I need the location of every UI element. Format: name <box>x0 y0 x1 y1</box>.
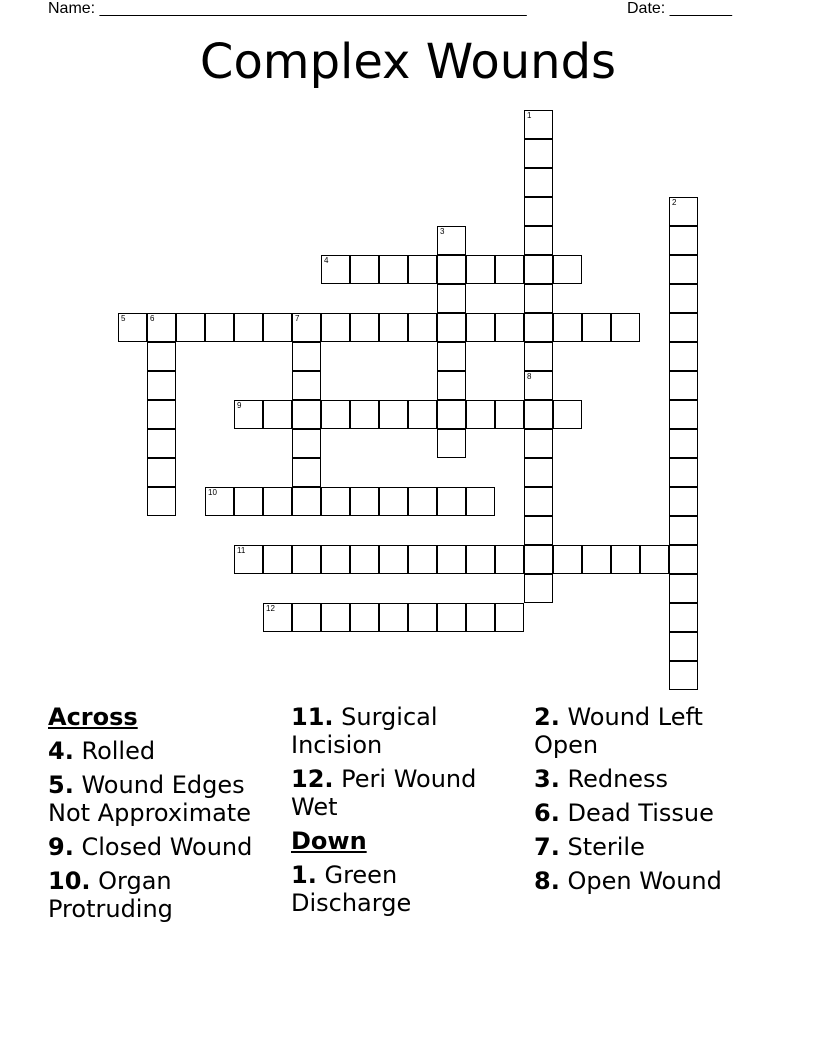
grid-cell[interactable] <box>553 545 582 574</box>
grid-cell[interactable] <box>147 371 176 400</box>
grid-cell[interactable] <box>553 313 582 342</box>
grid-cell[interactable] <box>669 632 698 661</box>
clue-text: Wound Edges Not Approximate <box>48 771 251 827</box>
name-field-label: Name: ________________________________________________ <box>48 0 527 17</box>
grid-cell[interactable] <box>234 487 263 516</box>
grid-cell[interactable] <box>234 313 263 342</box>
clue-text: Open Wound <box>567 867 722 895</box>
grid-cell[interactable] <box>495 545 524 574</box>
clue-across-5 <box>48 771 278 827</box>
grid-cell[interactable] <box>350 603 379 632</box>
clue-number: 2. <box>534 703 560 731</box>
grid-cell[interactable] <box>263 545 292 574</box>
grid-cell[interactable] <box>292 371 321 400</box>
grid-cell[interactable] <box>379 255 408 284</box>
grid-cell[interactable] <box>350 487 379 516</box>
grid-cell[interactable] <box>524 110 553 139</box>
clue-text: Green Discharge <box>291 861 412 917</box>
clue-number: 7. <box>534 833 560 861</box>
grid-cell[interactable] <box>524 516 553 545</box>
clues-column-3 <box>534 703 774 901</box>
grid-cell[interactable] <box>669 574 698 603</box>
grid-cell[interactable] <box>292 487 321 516</box>
clue-number-label: 11 <box>237 546 246 555</box>
grid-cell[interactable] <box>234 400 263 429</box>
grid-cell[interactable] <box>437 487 466 516</box>
grid-cell[interactable] <box>437 284 466 313</box>
clue-across-9 <box>48 833 278 861</box>
grid-cell[interactable] <box>292 603 321 632</box>
clue-across-10 <box>48 867 278 923</box>
grid-cell[interactable] <box>350 400 379 429</box>
clues-column-1 <box>48 703 278 929</box>
grid-cell[interactable] <box>524 168 553 197</box>
grid-cell[interactable] <box>524 139 553 168</box>
grid-cell[interactable] <box>466 400 495 429</box>
clue-number-label: 3 <box>440 227 445 236</box>
grid-cell[interactable] <box>669 255 698 284</box>
grid-cell[interactable] <box>466 545 495 574</box>
clue-text: Wound Left Open <box>534 703 703 759</box>
clue-text: Sterile <box>567 833 645 861</box>
clue-number: 1. <box>291 861 317 889</box>
grid-cell[interactable] <box>640 545 669 574</box>
clue-number: 5. <box>48 771 74 799</box>
grid-cell[interactable] <box>524 371 553 400</box>
grid-cell[interactable] <box>263 313 292 342</box>
grid-cell[interactable] <box>408 545 437 574</box>
grid-cell[interactable] <box>408 255 437 284</box>
grid-cell[interactable] <box>147 400 176 429</box>
grid-cell[interactable] <box>669 516 698 545</box>
grid-cell[interactable] <box>669 226 698 255</box>
grid-cell[interactable] <box>669 342 698 371</box>
grid-cell[interactable] <box>408 313 437 342</box>
grid-cell[interactable] <box>495 255 524 284</box>
grid-cell[interactable] <box>350 545 379 574</box>
grid-cell[interactable] <box>524 400 553 429</box>
grid-cell[interactable] <box>408 400 437 429</box>
grid-cell[interactable] <box>379 487 408 516</box>
clue-number-label: 10 <box>208 488 217 497</box>
grid-cell[interactable] <box>205 313 234 342</box>
grid-cell[interactable] <box>379 603 408 632</box>
grid-cell[interactable] <box>437 342 466 371</box>
grid-cell[interactable] <box>292 400 321 429</box>
grid-cell[interactable] <box>669 429 698 458</box>
grid-cell[interactable] <box>437 545 466 574</box>
grid-cell[interactable] <box>524 545 553 574</box>
grid-cell[interactable] <box>669 458 698 487</box>
grid-cell[interactable] <box>495 400 524 429</box>
grid-cell[interactable] <box>437 255 466 284</box>
grid-cell[interactable] <box>524 487 553 516</box>
grid-cell[interactable] <box>321 313 350 342</box>
grid-cell[interactable] <box>611 545 640 574</box>
clue-number-label: 4 <box>324 256 329 265</box>
grid-cell[interactable] <box>321 400 350 429</box>
grid-cell[interactable] <box>321 545 350 574</box>
grid-cell[interactable] <box>669 371 698 400</box>
grid-cell[interactable] <box>524 226 553 255</box>
grid-cell[interactable] <box>611 313 640 342</box>
grid-cell[interactable] <box>466 603 495 632</box>
clue-number-label: 7 <box>295 314 300 323</box>
grid-cell[interactable] <box>147 429 176 458</box>
clue-across-4 <box>48 737 278 765</box>
grid-cell[interactable] <box>669 603 698 632</box>
grid-cell[interactable] <box>437 371 466 400</box>
clue-text: Surgical Incision <box>291 703 438 759</box>
grid-cell[interactable] <box>437 313 466 342</box>
down-heading: Down <box>291 827 367 855</box>
clue-down-3 <box>534 765 774 793</box>
clue-down-8 <box>534 867 774 895</box>
grid-cell[interactable] <box>524 255 553 284</box>
grid-cell[interactable] <box>437 400 466 429</box>
grid-cell[interactable] <box>669 197 698 226</box>
clue-number-label: 8 <box>527 372 532 381</box>
grid-cell[interactable] <box>669 400 698 429</box>
clue-number-label: 6 <box>150 314 155 323</box>
grid-cell[interactable] <box>437 226 466 255</box>
clue-number-label: 9 <box>237 401 242 410</box>
clue-text: Redness <box>567 765 669 793</box>
grid-cell[interactable] <box>292 545 321 574</box>
grid-cell[interactable] <box>408 603 437 632</box>
grid-cell[interactable] <box>524 429 553 458</box>
grid-cell[interactable] <box>553 400 582 429</box>
grid-cell[interactable] <box>669 661 698 690</box>
clue-number-label: 12 <box>266 604 275 613</box>
clue-number-label: 2 <box>672 198 677 207</box>
grid-cell[interactable] <box>350 313 379 342</box>
clue-text: Organ Protruding <box>48 867 173 923</box>
grid-cell[interactable] <box>524 284 553 313</box>
grid-cell[interactable] <box>437 603 466 632</box>
clue-across-12 <box>291 765 521 821</box>
clue-text: Closed Wound <box>81 833 253 861</box>
clue-number: 3. <box>534 765 560 793</box>
grid-cell[interactable] <box>466 255 495 284</box>
clue-number: 10. <box>48 867 91 895</box>
grid-cell[interactable] <box>147 342 176 371</box>
grid-cell[interactable] <box>147 487 176 516</box>
grid-cell[interactable] <box>408 487 437 516</box>
clue-number-label: 1 <box>527 111 532 120</box>
grid-cell[interactable] <box>176 313 205 342</box>
grid-cell[interactable] <box>292 313 321 342</box>
grid-cell[interactable] <box>669 545 698 574</box>
clue-number: 6. <box>534 799 560 827</box>
clue-across-11 <box>291 703 521 759</box>
grid-cell[interactable] <box>524 313 553 342</box>
grid-cell[interactable] <box>147 313 176 342</box>
grid-cell[interactable] <box>669 284 698 313</box>
grid-cell[interactable] <box>669 313 698 342</box>
clue-number: 8. <box>534 867 560 895</box>
grid-cell[interactable] <box>669 487 698 516</box>
grid-cell[interactable] <box>321 255 350 284</box>
grid-cell[interactable] <box>292 429 321 458</box>
across-heading: Across <box>48 703 138 731</box>
clue-number: 12. <box>291 765 334 793</box>
clue-number-label: 5 <box>121 314 126 323</box>
grid-cell[interactable] <box>466 313 495 342</box>
grid-cell[interactable] <box>524 574 553 603</box>
grid-cell[interactable] <box>553 255 582 284</box>
grid-cell[interactable] <box>524 197 553 226</box>
grid-cell[interactable] <box>379 400 408 429</box>
grid-cell[interactable] <box>379 313 408 342</box>
grid-cell[interactable] <box>495 313 524 342</box>
grid-cell[interactable] <box>118 313 147 342</box>
clue-number: 11. <box>291 703 334 731</box>
clue-text: Dead Tissue <box>567 799 714 827</box>
grid-cell[interactable] <box>582 545 611 574</box>
grid-cell[interactable] <box>524 458 553 487</box>
grid-cell[interactable] <box>524 342 553 371</box>
clue-text: Rolled <box>81 737 156 765</box>
grid-cell[interactable] <box>234 545 263 574</box>
grid-cell[interactable] <box>292 458 321 487</box>
grid-cell[interactable] <box>321 487 350 516</box>
grid-cell[interactable] <box>437 429 466 458</box>
clues-column-2 <box>291 703 521 923</box>
grid-cell[interactable] <box>205 487 234 516</box>
grid-cell[interactable] <box>263 400 292 429</box>
grid-cell[interactable] <box>147 458 176 487</box>
grid-cell[interactable] <box>379 545 408 574</box>
clue-text: Peri Wound Wet <box>291 765 477 821</box>
grid-cell[interactable] <box>495 603 524 632</box>
clue-down-1 <box>291 861 521 917</box>
date-field-label: Date: _______ <box>627 0 732 17</box>
clue-number: 4. <box>48 737 74 765</box>
clue-down-7 <box>534 833 774 861</box>
clue-number: 9. <box>48 833 74 861</box>
grid-cell[interactable] <box>582 313 611 342</box>
grid-cell[interactable] <box>321 603 350 632</box>
clue-down-2 <box>534 703 774 759</box>
clue-down-6 <box>534 799 774 827</box>
grid-cell[interactable] <box>292 342 321 371</box>
grid-cell[interactable] <box>350 255 379 284</box>
grid-cell[interactable] <box>466 487 495 516</box>
page-title: Complex Wounds <box>199 34 617 90</box>
grid-cell[interactable] <box>263 487 292 516</box>
grid-cell[interactable] <box>263 603 292 632</box>
